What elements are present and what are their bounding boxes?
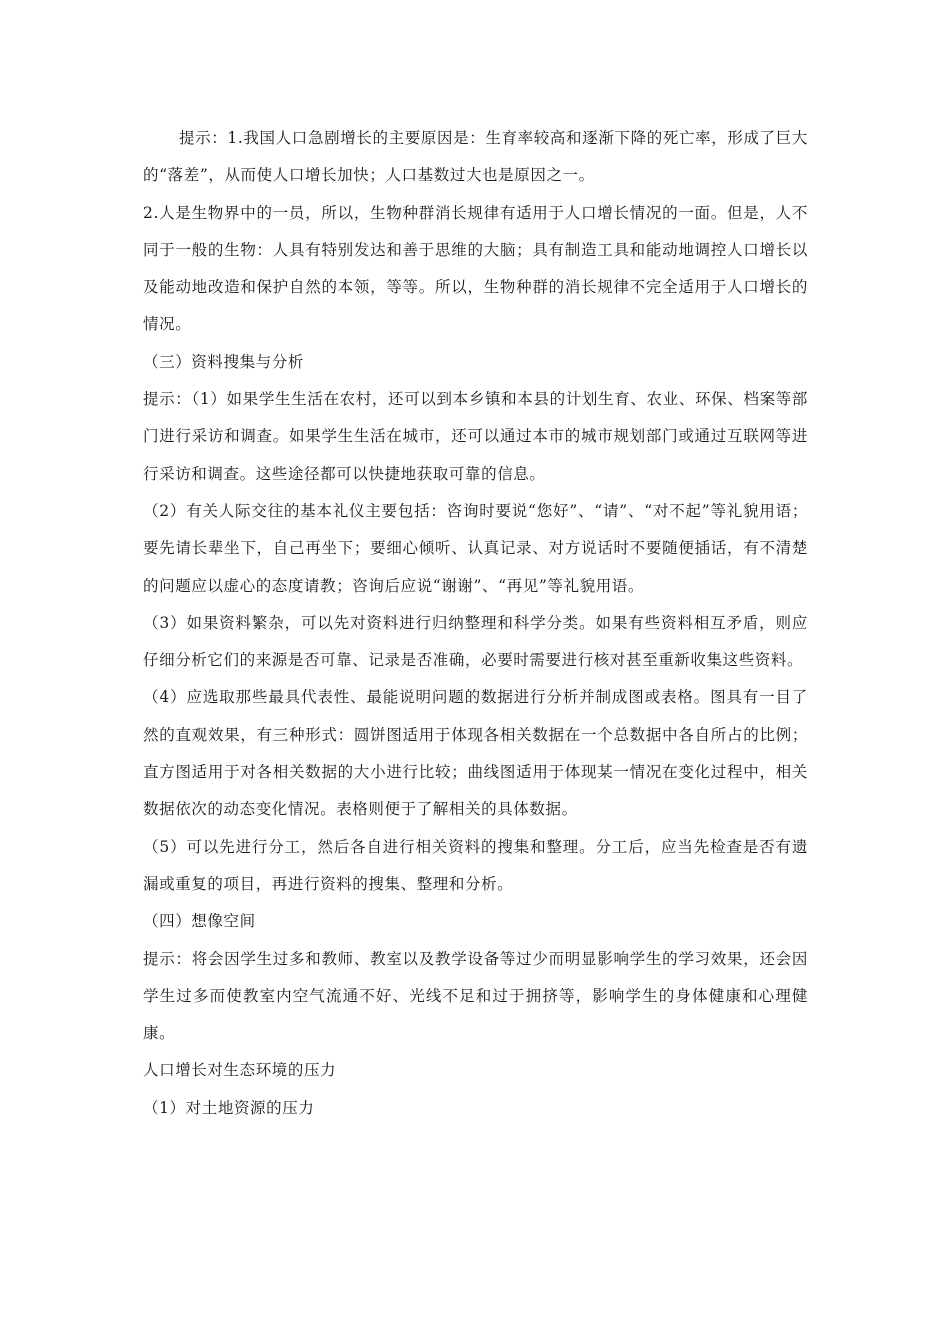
paragraph-charts-tables: （4）应选取那些最具代表性、最能说明问题的数据进行分析并制成图或表格。图具有一目了然的直观效果，有三种形式：圆饼图适用于体现各相关数据在一个总数据中各自所占的比例；直方图适用于对各相关数据的大小进行比较；曲线图适用于体现某一情况在变化过程中，相关数据依次的动态变化情况。表格则便于了解相关的具体数据。 <box>143 688 808 819</box>
hint-paragraph-population-growth-cause: 提示：1.我国人口急剧增长的主要原因是：生育率较高和逐渐下降的死亡率，形成了巨大的“落差”，从而使人口增长加快；人口基数过大也是原因之一。 <box>143 129 808 185</box>
hint-paragraph-species-rules: 2.人是生物界中的一员，所以，生物种群消长规律有适用于人口增长情况的一面。但是，人不同于一般的生物：人具有特别发达和善于思维的大脑；具有制造工具和能动地调控人口增长以及能动地改造和保护自然的本领，等等。所以，生物种群的消长规律不完全适用于人口增长的情况。 <box>143 203 808 334</box>
hint-paragraph-interview-channels: 提示：（1）如果学生生活在农村，还可以到本乡镇和本县的计划生育、农业、环保、档案等部门进行采访和调查。如果学生生活在城市，还可以通过本市的城市规划部门或通过互联网等进行采访和调查。这些途径都可以快捷地获取可靠的信息。 <box>143 390 808 483</box>
paragraph-organize-data: （3）如果资料繁杂，可以先对资料进行归纳整理和科学分类。如果有些资料相互矛盾，则应仔细分析它们的来源是否可靠、记录是否准确，必要时需要进行核对甚至重新收集这些资料。 <box>143 613 808 670</box>
paragraph-etiquette: （2）有关人际交往的基本礼仪主要包括：咨询时要说“您好”、“请”、“对不起”等礼貌用语；要先请长辈坐下，自己再坐下；要细心倾听、认真记录、对方说话时不要随便插话，有不清楚的问题应以虚心的态度请教；咨询后应说“谢谢”、“再见”等礼貌用语。 <box>143 501 808 595</box>
heading-population-pressure: 人口增长对生态环境的压力 <box>143 1061 337 1080</box>
hint-paragraph-too-many-students: 提示：将会因学生过多和教师、教室以及教学设备等过少而明显影响学生的学习效果，还会因学生过多而使教室内空气流通不好、光线不足和过于拥挤等，影响学生的身体健康和心理健康。 <box>143 949 808 1043</box>
paragraph-division-of-work: （5）可以先进行分工，然后各自进行相关资料的搜集和整理。分工后，应当先检查是否有遗漏或重复的项目，再进行资料的搜集、整理和分析。 <box>143 837 808 893</box>
document-body <box>143 120 808 1127</box>
section-heading-data-collection: （三）资料搜集与分析 <box>143 352 305 371</box>
heading-land-resources: （1）对土地资源的压力 <box>143 1098 315 1117</box>
section-heading-imagination: （四）想像空间 <box>143 912 256 931</box>
